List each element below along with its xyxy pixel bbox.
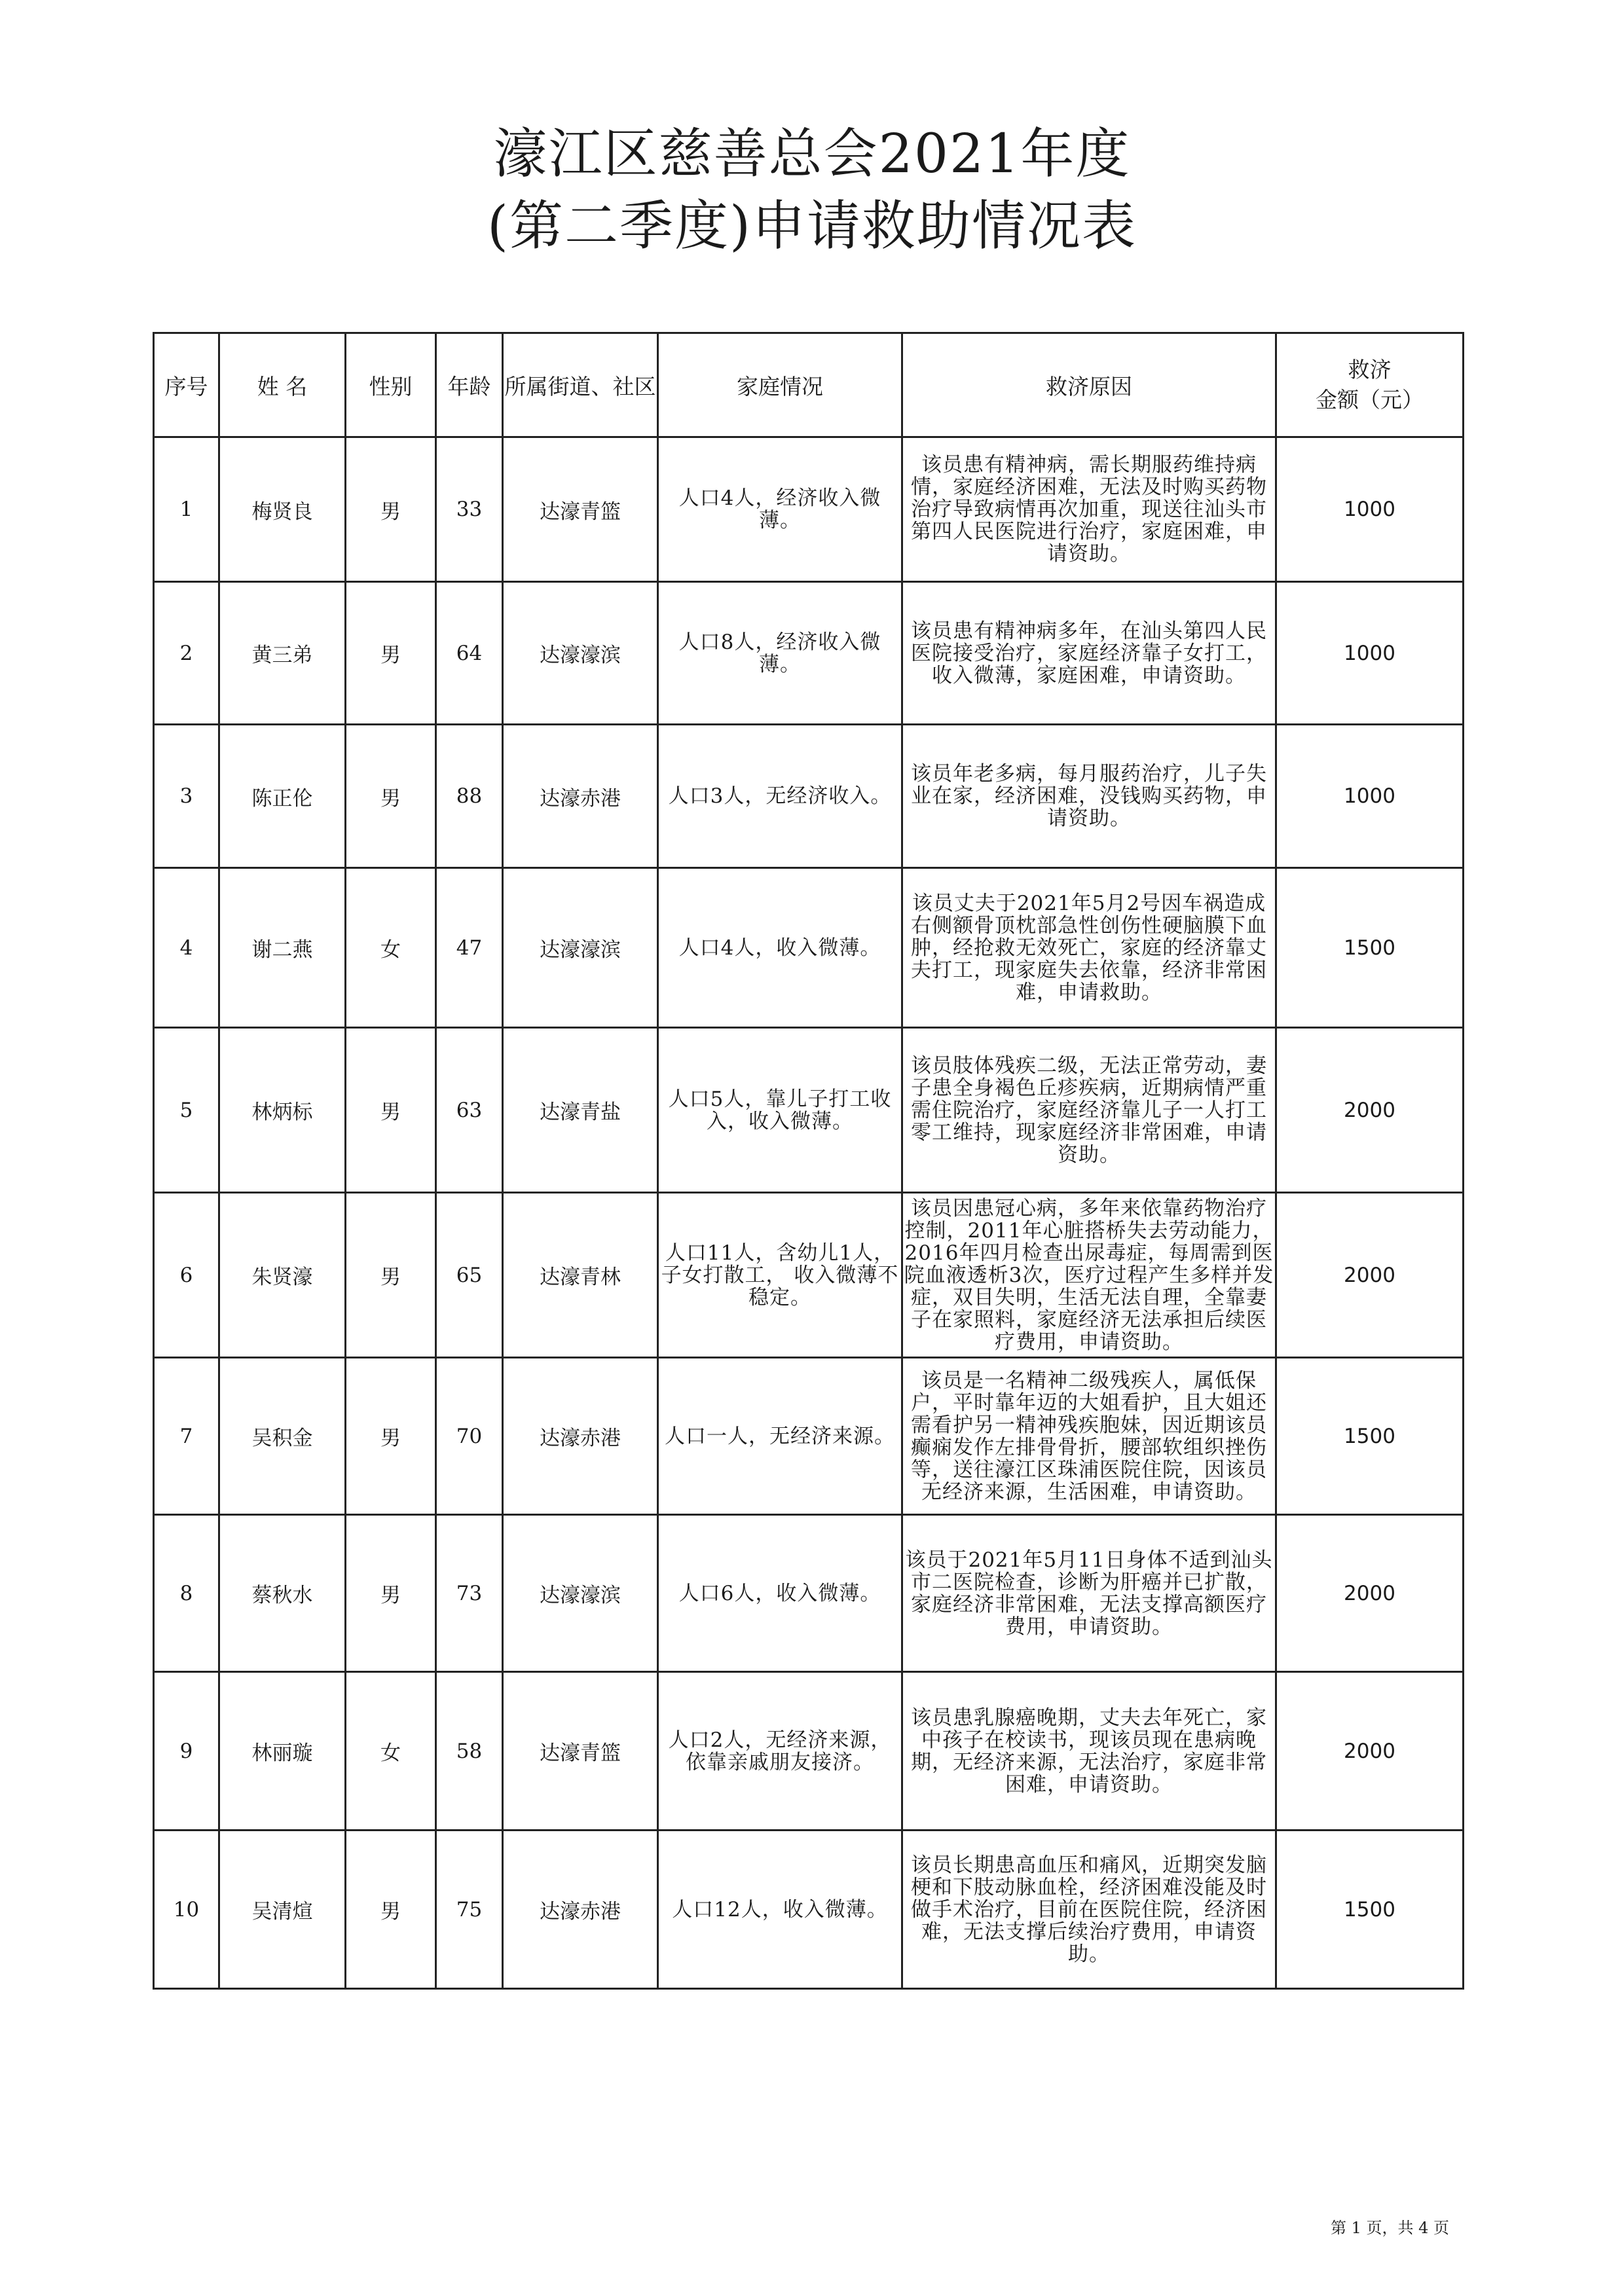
table-row xyxy=(154,1028,1464,1193)
aid-reason: 该员于2021年5月11日身体不适到汕头市二医院检查，诊断为肝癌并已扩散，家庭经济非常困难，无法支撑高额医疗费用，申请资助。 xyxy=(902,1515,1276,1672)
applicant-community: 达濠濠滨 xyxy=(503,582,658,725)
header-gender: 性别 xyxy=(346,333,436,437)
applicant-gender: 女 xyxy=(346,1672,436,1831)
row-index: 7 xyxy=(154,1358,219,1515)
aid-reason: 该员患有精神病，需长期服药维持病情，家庭经济困难，无法及时购买药物治疗导致病情再次加重，现送往汕头市第四人民医院进行治疗，家庭困难，申请资助。 xyxy=(902,437,1276,582)
table-row xyxy=(154,582,1464,725)
applicant-name: 朱贤濠 xyxy=(219,1193,346,1358)
applicant-gender: 女 xyxy=(346,868,436,1028)
applicant-community: 达濠青篮 xyxy=(503,437,658,582)
header-aid-amount-line1: 救济 xyxy=(1348,357,1392,382)
family-situation: 人口12人，收入微薄。 xyxy=(658,1831,902,1989)
family-situation: 人口11人，含幼儿1人，子女打散工， 收入微薄不稳定。 xyxy=(658,1193,902,1358)
aid-amount: 2000 xyxy=(1276,1028,1464,1193)
applicant-community: 达濠赤港 xyxy=(503,1831,658,1989)
table-row xyxy=(154,1193,1464,1358)
aid-amount: 1000 xyxy=(1276,725,1464,868)
family-situation: 人口一人，无经济来源。 xyxy=(658,1358,902,1515)
table-row xyxy=(154,1515,1464,1672)
row-index: 5 xyxy=(154,1028,219,1193)
row-index: 9 xyxy=(154,1672,219,1831)
applicant-gender: 男 xyxy=(346,437,436,582)
applicant-age: 70 xyxy=(436,1358,503,1515)
family-situation: 人口5人，靠儿子打工收入，收入微薄。 xyxy=(658,1028,902,1193)
aid-reason: 该员患有精神病多年，在汕头第四人民医院接受治疗，家庭经济靠子女打工，收入微薄，家庭困难，申请资助。 xyxy=(902,582,1276,725)
applicant-name: 林炳标 xyxy=(219,1028,346,1193)
aid-reason: 该员是一名精神二级残疾人，属低保户，平时靠年迈的大姐看护，且大姐还需看护另一精神残疾胞妹，因近期该员癫痫发作左排骨骨折，腰部软组织挫伤等，送往濠江区珠浦医院住院，因该员无经济来源，生活困难，申请资助。 xyxy=(902,1358,1276,1515)
applicant-age: 75 xyxy=(436,1831,503,1989)
applicant-community: 达濠赤港 xyxy=(503,1358,658,1515)
applicant-name: 黄三弟 xyxy=(219,582,346,725)
row-index: 2 xyxy=(154,582,219,725)
applicant-age: 65 xyxy=(436,1193,503,1358)
header-aid-amount xyxy=(1276,333,1464,437)
applicant-age: 63 xyxy=(436,1028,503,1193)
applicant-age: 47 xyxy=(436,868,503,1028)
applicant-gender: 男 xyxy=(346,725,436,868)
applicant-name: 梅贤良 xyxy=(219,437,346,582)
family-situation: 人口4人，经济收入微薄。 xyxy=(658,437,902,582)
document-title-line1: 濠江区慈善总会2021年度 xyxy=(493,123,1131,185)
aid-amount: 2000 xyxy=(1276,1193,1464,1358)
table-row xyxy=(154,1358,1464,1515)
row-index: 1 xyxy=(154,437,219,582)
table-row xyxy=(154,1672,1464,1831)
header-street-community: 所属街道、社区 xyxy=(503,333,658,437)
applicant-gender: 男 xyxy=(346,1028,436,1193)
aid-reason: 该员丈夫于2021年5月2号因车祸造成右侧额骨顶枕部急性创伤性硬脑膜下血肿，经抢救无效死亡，家庭的经济靠丈夫打工，现家庭失去依靠，经济非常困难，申请救助。 xyxy=(902,868,1276,1028)
family-situation: 人口4人，收入微薄。 xyxy=(658,868,902,1028)
aid-reason: 该员年老多病，每月服药治疗，儿子失业在家，经济困难，没钱购买药物，申请资助。 xyxy=(902,725,1276,868)
aid-amount: 1500 xyxy=(1276,1831,1464,1989)
row-index: 10 xyxy=(154,1831,219,1989)
aid-amount: 1000 xyxy=(1276,582,1464,725)
applicant-gender: 男 xyxy=(346,1831,436,1989)
row-index: 3 xyxy=(154,725,219,868)
header-age: 年龄 xyxy=(436,333,503,437)
aid-amount: 1500 xyxy=(1276,868,1464,1028)
applicant-community: 达濠赤港 xyxy=(503,725,658,868)
aid-amount: 1000 xyxy=(1276,437,1464,582)
family-situation: 人口8人，经济收入微薄。 xyxy=(658,582,902,725)
applicant-gender: 男 xyxy=(346,1358,436,1515)
applicant-age: 73 xyxy=(436,1515,503,1672)
applicant-gender: 男 xyxy=(346,1193,436,1358)
applicant-age: 64 xyxy=(436,582,503,725)
header-index: 序号 xyxy=(154,333,219,437)
table-row xyxy=(154,437,1464,582)
family-situation: 人口6人，收入微薄。 xyxy=(658,1515,902,1672)
aid-amount: 2000 xyxy=(1276,1672,1464,1831)
row-index: 4 xyxy=(154,868,219,1028)
aid-application-table xyxy=(153,332,1464,1990)
family-situation: 人口2人，无经济来源，依靠亲戚朋友接济。 xyxy=(658,1672,902,1831)
header-name: 姓 名 xyxy=(219,333,346,437)
header-aid-reason: 救济原因 xyxy=(902,333,1276,437)
aid-reason: 该员长期患高血压和痛风，近期突发脑梗和下肢动脉血栓，经济困难没能及时做手术治疗，目前在医院住院，经济困难，无法支撑后续治疗费用，申请资助。 xyxy=(902,1831,1276,1989)
applicant-name: 蔡秋水 xyxy=(219,1515,346,1672)
row-index: 8 xyxy=(154,1515,219,1672)
applicant-name: 吴积金 xyxy=(219,1358,346,1515)
table-row xyxy=(154,725,1464,868)
table-header-row xyxy=(154,333,1464,437)
family-situation: 人口3人，无经济收入。 xyxy=(658,725,902,868)
applicant-community: 达濠青篮 xyxy=(503,1672,658,1831)
aid-reason: 该员因患冠心病，多年来依靠药物治疗控制，2011年心脏搭桥失去劳动能力，2016年四月检查出尿毒症，每周需到医院血液透析3次，医疗过程产生多样并发症，双目失明，生活无法自理，全靠妻子在家照料，家庭经济无法承担后续医疗费用，申请资助。 xyxy=(902,1193,1276,1358)
aid-reason: 该员肢体残疾二级，无法正常劳动，妻子患全身褐色丘疹疾病，近期病情严重需住院治疗，家庭经济靠儿子一人打工零工维持，现家庭经济非常困难，申请资助。 xyxy=(902,1028,1276,1193)
applicant-name: 谢二燕 xyxy=(219,868,346,1028)
applicant-community: 达濠青林 xyxy=(503,1193,658,1358)
applicant-age: 88 xyxy=(436,725,503,868)
applicant-community: 达濠濠滨 xyxy=(503,1515,658,1672)
aid-amount: 2000 xyxy=(1276,1515,1464,1672)
applicant-gender: 男 xyxy=(346,1515,436,1672)
applicant-name: 陈正伦 xyxy=(219,725,346,868)
header-family-situation: 家庭情况 xyxy=(658,333,902,437)
row-index: 6 xyxy=(154,1193,219,1358)
page-number: 第 1 页，共 4 页 xyxy=(1331,2219,1450,2237)
applicant-community: 达濠濠滨 xyxy=(503,868,658,1028)
applicant-age: 58 xyxy=(436,1672,503,1831)
applicant-name: 林丽璇 xyxy=(219,1672,346,1831)
applicant-community: 达濠青盐 xyxy=(503,1028,658,1193)
applicant-name: 吴清煊 xyxy=(219,1831,346,1989)
table-row xyxy=(154,1831,1464,1989)
table-row xyxy=(154,868,1464,1028)
aid-reason: 该员患乳腺癌晚期，丈夫去年死亡，家中孩子在校读书，现该员现在患病晚期，无经济来源，无法治疗，家庭非常困难，申请资助。 xyxy=(902,1672,1276,1831)
aid-amount: 1500 xyxy=(1276,1358,1464,1515)
applicant-gender: 男 xyxy=(346,582,436,725)
applicant-age: 33 xyxy=(436,437,503,582)
header-aid-amount-line2: 金额（元） xyxy=(1316,387,1424,412)
document-title-line2: (第二季度)申请救助情况表 xyxy=(487,195,1137,257)
